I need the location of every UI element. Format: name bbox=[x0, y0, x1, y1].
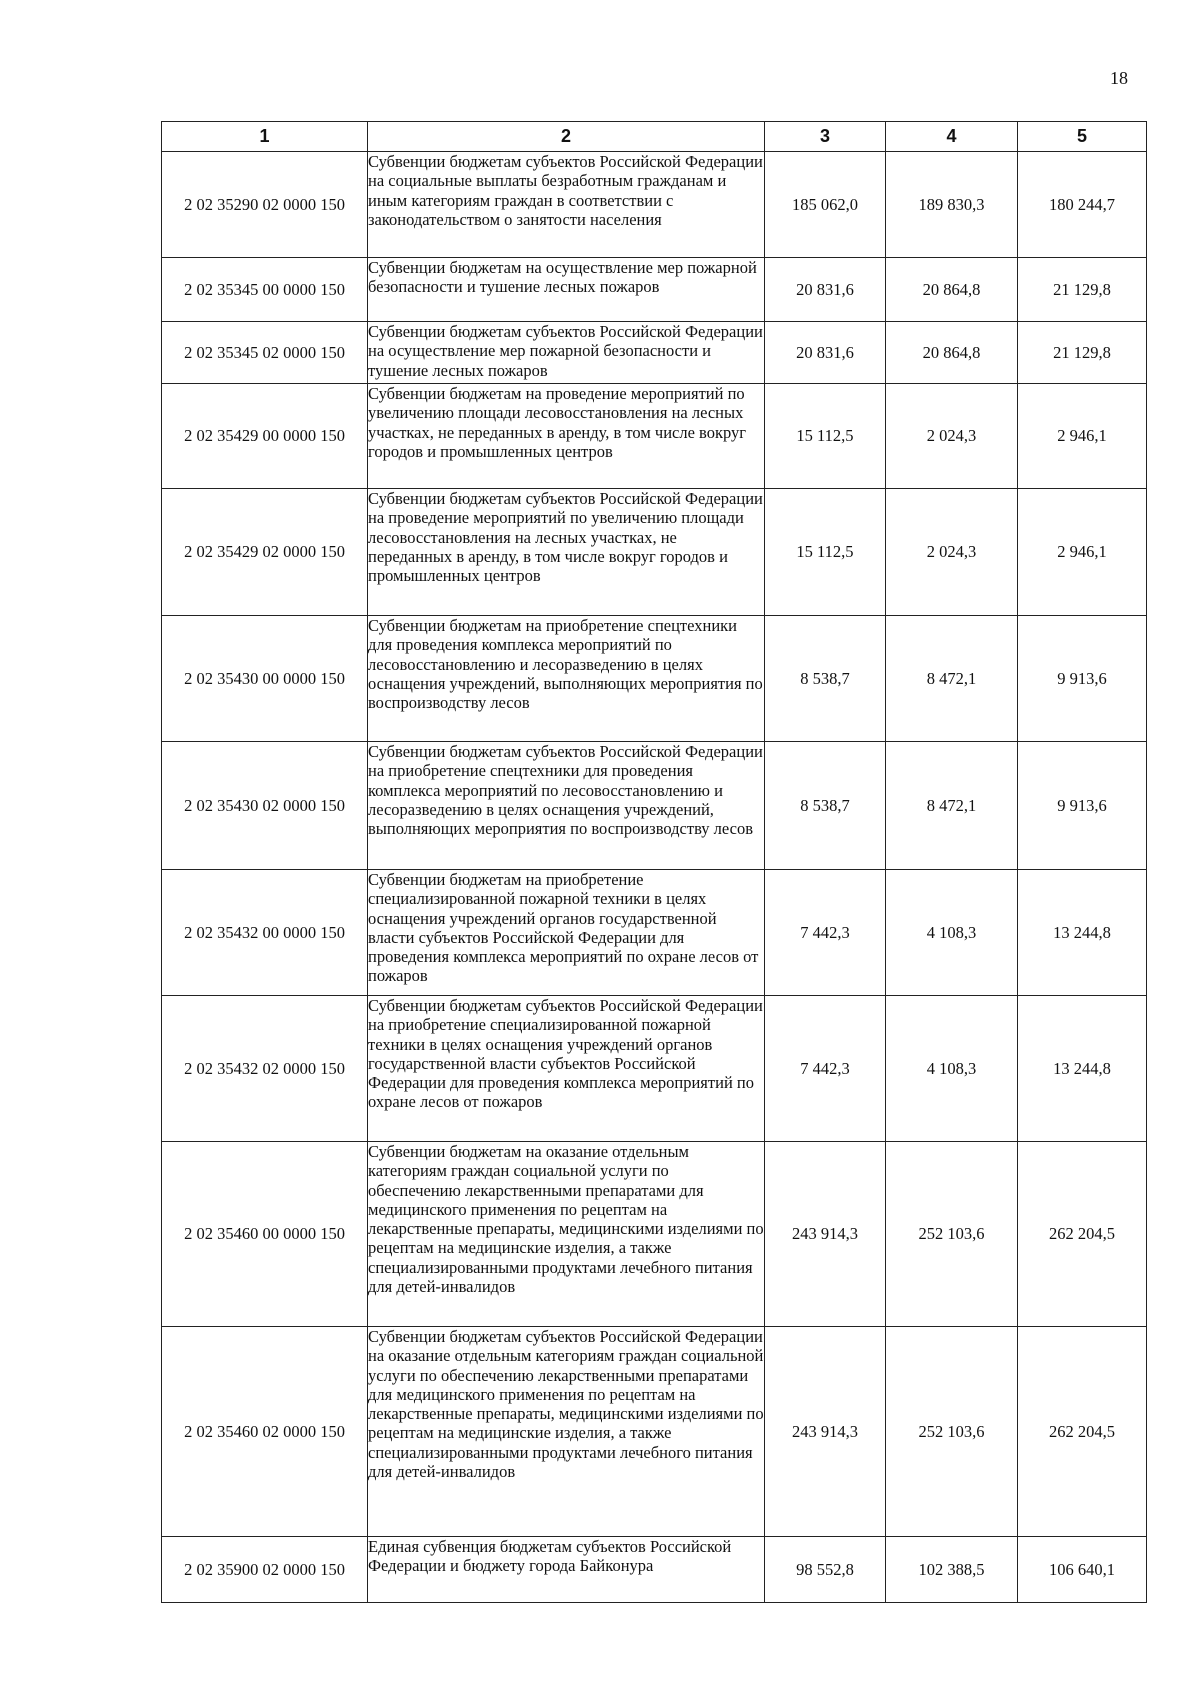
value-col5-cell: 21 129,8 bbox=[1018, 258, 1147, 322]
table-row bbox=[162, 742, 1147, 870]
description-cell: Субвенции бюджетам субъектов Российской Федерации на осуществление мер пожарной безопасности и тушение лесных пожаров bbox=[368, 322, 765, 384]
budget-code-cell: 2 02 35900 02 0000 150 bbox=[162, 1537, 368, 1603]
column-header-5: 5 bbox=[1018, 122, 1147, 152]
value-col4-cell: 20 864,8 bbox=[886, 258, 1018, 322]
value-col4-cell: 20 864,8 bbox=[886, 322, 1018, 384]
value-col5-cell: 262 204,5 bbox=[1018, 1327, 1147, 1537]
value-col4-cell: 4 108,3 bbox=[886, 996, 1018, 1142]
value-col5-cell: 2 946,1 bbox=[1018, 384, 1147, 489]
description-cell: Субвенции бюджетам субъектов Российской Федерации на оказание отдельным категориям граждан социальной услуги по обеспечению лекарственными препаратами для медицинского применения по рецептам на лекарственные препараты, медицинскими изделиями по рецептам на медицинские изделия, а также специализированными продуктами лечебного питания для детей-инвалидов bbox=[368, 1327, 765, 1537]
description-cell: Субвенции бюджетам субъектов Российской Федерации на проведение мероприятий по увеличению площади лесовосстановления на лесных участках, не переданных в аренду, в том числе вокруг городов и промышленных центров bbox=[368, 489, 765, 616]
value-col3-cell: 243 914,3 bbox=[765, 1327, 886, 1537]
table-header-row bbox=[162, 122, 1147, 152]
budget-code-cell: 2 02 35429 02 0000 150 bbox=[162, 489, 368, 616]
value-col4-cell: 4 108,3 bbox=[886, 870, 1018, 996]
table-row bbox=[162, 152, 1147, 258]
description-cell: Субвенции бюджетам на приобретение специализированной пожарной техники в целях оснащения учреждений органов государственной власти субъектов Российской Федерации для проведения комплекса мероприятий по охране лесов от пожаров bbox=[368, 870, 765, 996]
value-col3-cell: 7 442,3 bbox=[765, 870, 886, 996]
description-cell: Субвенции бюджетам на приобретение спецтехники для проведения комплекса мероприятий по лесовосстановлению и лесоразведению в целях оснащения учреждений, выполняющих мероприятия по воспроизводству лесов bbox=[368, 616, 765, 742]
description-cell: Субвенции бюджетам субъектов Российской Федерации на приобретение спецтехники для проведения комплекса мероприятий по лесовосстановлению и лесоразведению в целях оснащения учреждений, выполняющих мероприятия по воспроизводству лесов bbox=[368, 742, 765, 870]
value-col5-cell: 9 913,6 bbox=[1018, 616, 1147, 742]
budget-code-cell: 2 02 35430 00 0000 150 bbox=[162, 616, 368, 742]
value-col5-cell: 106 640,1 bbox=[1018, 1537, 1147, 1603]
value-col3-cell: 20 831,6 bbox=[765, 258, 886, 322]
value-col4-cell: 2 024,3 bbox=[886, 489, 1018, 616]
table-row bbox=[162, 489, 1147, 616]
value-col4-cell: 8 472,1 bbox=[886, 742, 1018, 870]
value-col3-cell: 7 442,3 bbox=[765, 996, 886, 1142]
column-header-3: 3 bbox=[765, 122, 886, 152]
table-row bbox=[162, 996, 1147, 1142]
column-header-4: 4 bbox=[886, 122, 1018, 152]
value-col3-cell: 15 112,5 bbox=[765, 489, 886, 616]
value-col4-cell: 252 103,6 bbox=[886, 1327, 1018, 1537]
column-header-2: 2 bbox=[368, 122, 765, 152]
value-col4-cell: 2 024,3 bbox=[886, 384, 1018, 489]
description-cell: Единая субвенция бюджетам субъектов Российской Федерации и бюджету города Байконура bbox=[368, 1537, 765, 1603]
budget-code-cell: 2 02 35430 02 0000 150 bbox=[162, 742, 368, 870]
table-row bbox=[162, 322, 1147, 384]
description-cell: Субвенции бюджетам на проведение мероприятий по увеличению площади лесовосстановления на лесных участках, не переданных в аренду, в том числе вокруг городов и промышленных центров bbox=[368, 384, 765, 489]
description-cell: Субвенции бюджетам субъектов Российской Федерации на социальные выплаты безработным гражданам и иным категориям граждан в соответствии с законодательством о занятости населения bbox=[368, 152, 765, 258]
budget-code-cell: 2 02 35345 00 0000 150 bbox=[162, 258, 368, 322]
page-number: 18 bbox=[1110, 68, 1128, 88]
table-row bbox=[162, 1537, 1147, 1603]
value-col5-cell: 13 244,8 bbox=[1018, 870, 1147, 996]
value-col5-cell: 13 244,8 bbox=[1018, 996, 1147, 1142]
table-row bbox=[162, 1142, 1147, 1327]
table-row bbox=[162, 1327, 1147, 1537]
value-col3-cell: 8 538,7 bbox=[765, 616, 886, 742]
value-col4-cell: 189 830,3 bbox=[886, 152, 1018, 258]
description-cell: Субвенции бюджетам на осуществление мер пожарной безопасности и тушение лесных пожаров bbox=[368, 258, 765, 322]
table-row bbox=[162, 258, 1147, 322]
value-col5-cell: 9 913,6 bbox=[1018, 742, 1147, 870]
budget-code-cell: 2 02 35460 00 0000 150 bbox=[162, 1142, 368, 1327]
value-col3-cell: 243 914,3 bbox=[765, 1142, 886, 1327]
budget-table bbox=[161, 121, 1147, 1603]
description-cell: Субвенции бюджетам субъектов Российской Федерации на приобретение специализированной пожарной техники в целях оснащения учреждений органов государственной власти субъектов Российской Федерации для проведения комплекса мероприятий по охране лесов от пожаров bbox=[368, 996, 765, 1142]
budget-code-cell: 2 02 35290 02 0000 150 bbox=[162, 152, 368, 258]
value-col5-cell: 21 129,8 bbox=[1018, 322, 1147, 384]
value-col3-cell: 98 552,8 bbox=[765, 1537, 886, 1603]
value-col3-cell: 15 112,5 bbox=[765, 384, 886, 489]
table-row bbox=[162, 616, 1147, 742]
column-header-1: 1 bbox=[162, 122, 368, 152]
table-row bbox=[162, 870, 1147, 996]
value-col3-cell: 8 538,7 bbox=[765, 742, 886, 870]
description-cell: Субвенции бюджетам на оказание отдельным категориям граждан социальной услуги по обеспечению лекарственными препаратами для медицинского применения по рецептам на лекарственные препараты, медицинскими изделиями по рецептам на медицинские изделия, а также специализированными продуктами лечебного питания для детей-инвалидов bbox=[368, 1142, 765, 1327]
value-col4-cell: 102 388,5 bbox=[886, 1537, 1018, 1603]
budget-code-cell: 2 02 35345 02 0000 150 bbox=[162, 322, 368, 384]
value-col3-cell: 20 831,6 bbox=[765, 322, 886, 384]
value-col5-cell: 262 204,5 bbox=[1018, 1142, 1147, 1327]
budget-code-cell: 2 02 35460 02 0000 150 bbox=[162, 1327, 368, 1537]
value-col4-cell: 252 103,6 bbox=[886, 1142, 1018, 1327]
value-col5-cell: 2 946,1 bbox=[1018, 489, 1147, 616]
table-row bbox=[162, 384, 1147, 489]
value-col4-cell: 8 472,1 bbox=[886, 616, 1018, 742]
budget-code-cell: 2 02 35432 00 0000 150 bbox=[162, 870, 368, 996]
budget-code-cell: 2 02 35429 00 0000 150 bbox=[162, 384, 368, 489]
value-col3-cell: 185 062,0 bbox=[765, 152, 886, 258]
budget-code-cell: 2 02 35432 02 0000 150 bbox=[162, 996, 368, 1142]
value-col5-cell: 180 244,7 bbox=[1018, 152, 1147, 258]
